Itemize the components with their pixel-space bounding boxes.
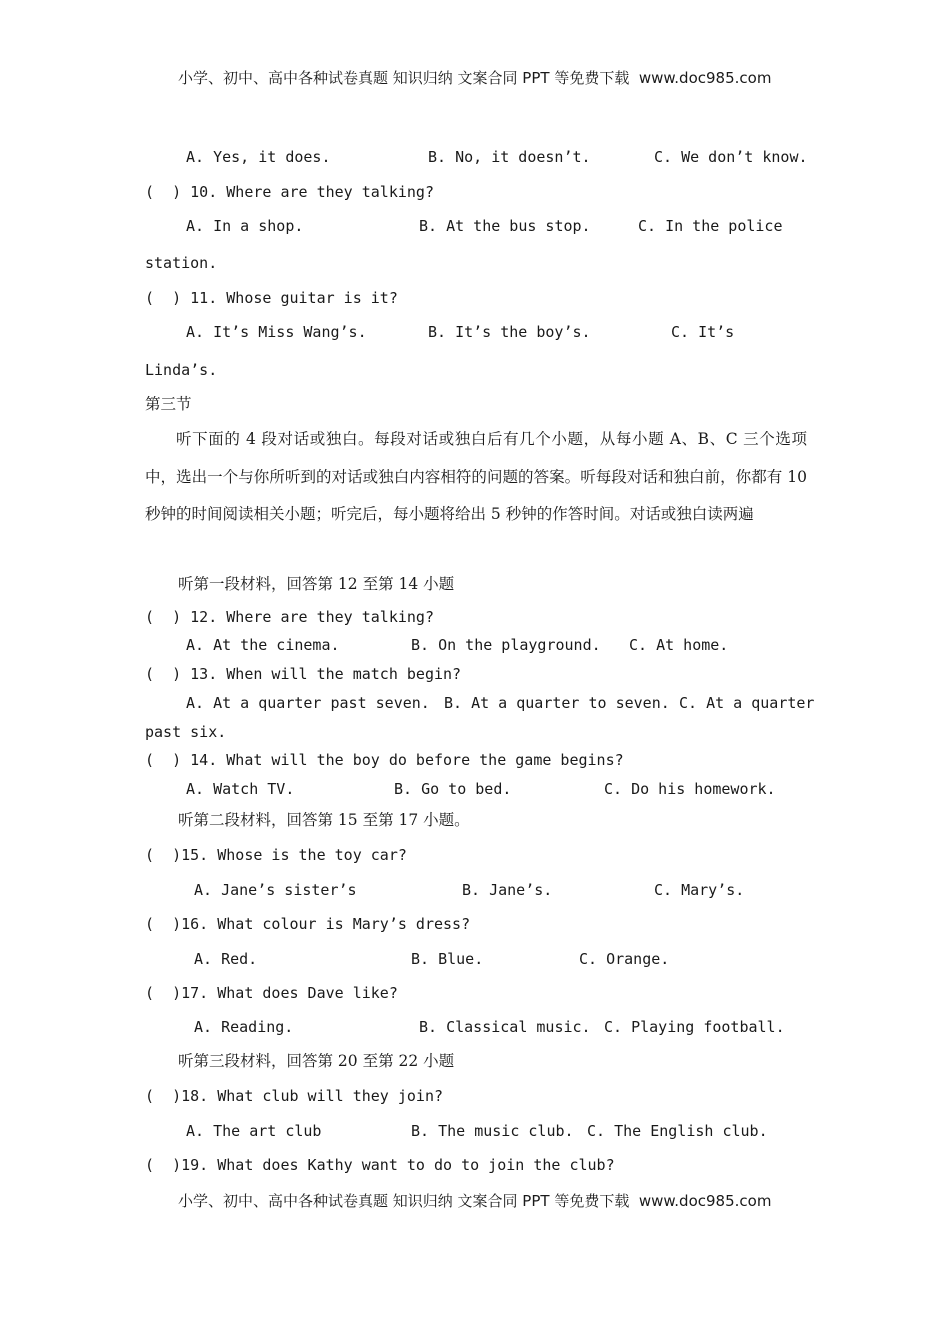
option-b: B. It’s the boy’s. (428, 323, 591, 341)
option-a: A. Yes, it does. (186, 148, 331, 166)
page-footer: 小学、初中、高中各种试卷真题 知识归纳 文案合同 PPT 等免费下载 www.doc985.com (178, 1192, 772, 1210)
option-b: B. At a quarter to seven. (444, 694, 670, 712)
option-c: C. It’s (671, 323, 735, 341)
option-c: C. At home. (629, 636, 729, 654)
page-header: 小学、初中、高中各种试卷真题 知识归纳 文案合同 PPT 等免费下载 www.doc985.com (178, 69, 772, 87)
option-b: B. At the bus stop. (419, 217, 591, 235)
option-b: B. Classical music. (419, 1018, 591, 1036)
option-c-continued: station. (145, 254, 218, 272)
question-stem: ( )17. What does Dave like? (145, 984, 398, 1002)
option-c: C. In the police (638, 217, 783, 235)
section-instructions: 听下面的 4 段对话或独白。每段对话或独白后有几个小题，从每小题 A、B、C 三个选项中，选出一个与你所听到的对话或独白内容相符的问题的答案。听每段对话和独白前，你都有 10 秒钟的时间阅读相关小题；听完后，每小题将给出 5 秒钟的作答时间。对话或独白读两遍 (145, 430, 807, 523)
option-a: A. Reading. (194, 1018, 294, 1036)
option-a: A. Jane’s sister’s (194, 881, 357, 899)
option-b: B. Blue. (411, 950, 484, 968)
question-stem: ( ) 11. Whose guitar is it? (145, 289, 398, 307)
question-stem: ( ) 10. Where are they talking? (145, 183, 434, 201)
passage-1-heading: 听第一段材料，回答第 12 至第 14 小题 (178, 575, 455, 593)
question-stem: ( )15. Whose is the toy car? (145, 846, 407, 864)
passage-2-heading: 听第二段材料，回答第 15 至第 17 小题。 (178, 811, 470, 829)
passage-3-heading: 听第三段材料，回答第 20 至第 22 小题 (178, 1052, 455, 1070)
question-stem: ( ) 13. When will the match begin? (145, 665, 462, 683)
question-stem: ( )18. What club will they join? (145, 1087, 444, 1105)
option-c: C. Mary’s. (654, 881, 745, 899)
option-c: C. The English club. (587, 1122, 768, 1140)
option-a: A. It’s Miss Wang’s. (186, 323, 367, 341)
option-c: C. We don’t know. (654, 148, 808, 166)
option-c-continued: past six. (145, 723, 227, 741)
option-a: A. The art club (186, 1122, 322, 1140)
question-stem: ( )16. What colour is Mary’s dress? (145, 915, 471, 933)
option-b: B. On the playground. (411, 636, 601, 654)
option-a: A. At a quarter past seven. (186, 694, 430, 712)
option-c: C. At a quarter (679, 694, 815, 712)
option-b: B. Go to bed. (394, 780, 512, 798)
option-a: A. At the cinema. (186, 636, 340, 654)
option-c: C. Do his homework. (604, 780, 776, 798)
option-c: C. Orange. (579, 950, 670, 968)
option-b: B. No, it doesn’t. (428, 148, 591, 166)
option-c-continued: Linda’s. (145, 361, 218, 379)
question-stem: ( )19. What does Kathy want to do to join the club? (145, 1156, 615, 1174)
section-title: 第三节 (145, 395, 192, 413)
option-a: A. Red. (194, 950, 258, 968)
option-b: B. Jane’s. (462, 881, 553, 899)
option-a: A. In a shop. (186, 217, 304, 235)
option-b: B. The music club. (411, 1122, 574, 1140)
question-stem: ( ) 14. What will the boy do before the game begins? (145, 751, 624, 769)
question-stem: ( ) 12. Where are they talking? (145, 608, 434, 626)
option-a: A. Watch TV. (186, 780, 295, 798)
option-c: C. Playing football. (604, 1018, 785, 1036)
